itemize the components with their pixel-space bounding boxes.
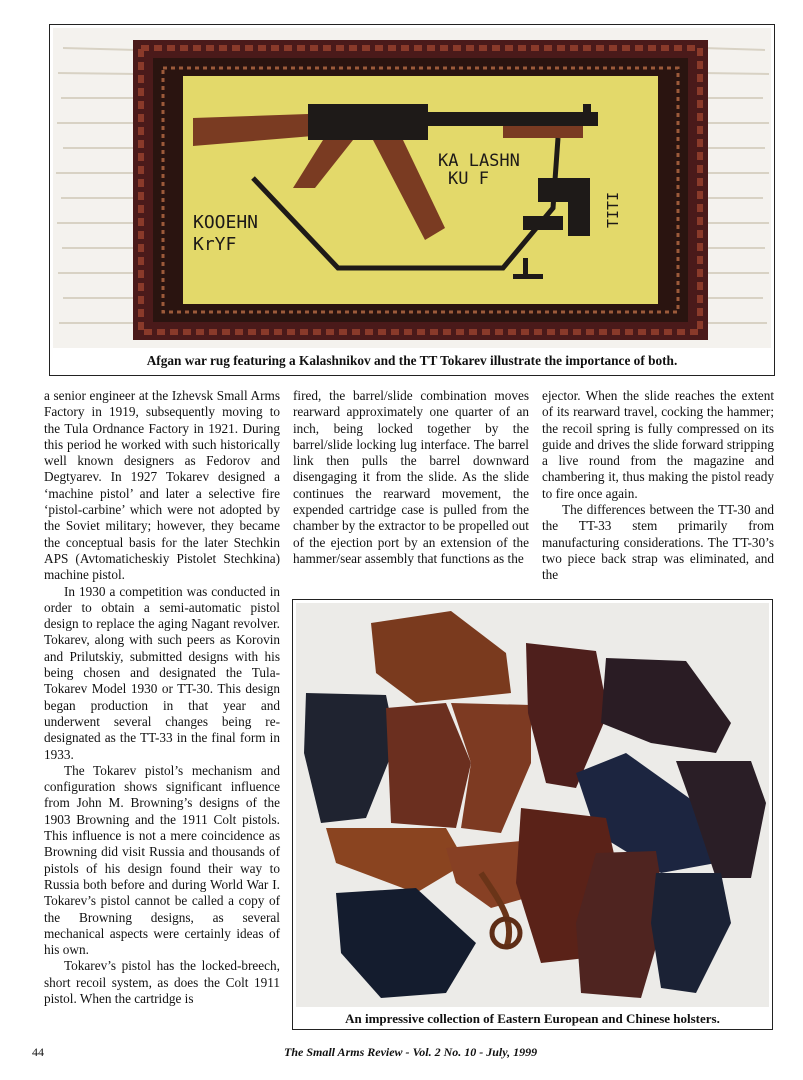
- rug-text-titi: TITI: [604, 191, 622, 228]
- paragraph: a senior engineer at the Izhevsk Small Arms Factory in 1919, subsequently moving to the Tula Ordnance Factory in 1921. During this period he worked with such historically well known designers as Fedorov and Degtyarev. In 1927 Tokarev designed a ‘machine pistol’ and later a selective fire ‘pistol-carbine’ which were not adopted by the Soviet military; however, they became the conceptual basis for the later Stechkin APS (Avtomaticheskiy Pistolet Stechkina) machine pistol.: [44, 388, 280, 583]
- paragraph: ejector. When the slide reaches the extent of its rearward travel, cocking the hammer; the recoil spring is fully compressed on its guide and drives the slide forward stripping a live round from the magazine and chambering it, thus making the pistol ready to fire once again.: [542, 388, 774, 501]
- footer-date: July, 1999: [486, 1045, 538, 1059]
- rug-text-kryf: KrYF: [193, 234, 237, 255]
- paragraph: The differences between the TT-30 and the TT-33 stem primarily from manufacturing considerations. The TT-30’s two piece back strap was eliminated, and the: [542, 502, 774, 583]
- text-column-1: [44, 388, 280, 1007]
- footer-volume: Vol. 2 No. 10 -: [412, 1045, 487, 1059]
- paragraph: In 1930 a competition was conducted in order to obtain a semi-automatic pistol design to replace the aging Nagant revolver. Tokarev, along with such peers as Korovin and Prilutskiy, submitted designs with his being chosen and designated the Tula-Tokarev Model 1930 or TT-30. This design began production in that year and underwent several changes being re-designated as the TT-33 in the final form in 1933.: [44, 583, 280, 762]
- rug-text-kuf: KU F: [448, 169, 489, 189]
- figure-caption-top: Afgan war rug featuring a Kalashnikov and the TT Tokarev illustrate the importance of both.: [146, 353, 678, 368]
- war-rug-photo: [53, 28, 771, 348]
- figure-war-rug: [49, 24, 775, 376]
- rug-text-kalashn: KA LASHN: [438, 151, 520, 171]
- holsters-photo: [296, 603, 769, 1007]
- footer-publication: The Small Arms Review -: [284, 1045, 413, 1059]
- text-column-3: [542, 388, 774, 584]
- paragraph: The Tokarev pistol’s mechanism and configuration shows significant influence from John M. Browning’s designs of the 1903 Browning and the 1911 Colt pistols. This influence is not a mere coincidence as Browning did visit Russia and thousands of pistols of his design found their way to Russia both before and during World War I. Tokarev’s pistol cannot be called a copy of the Browning designs, as several mechanical aspects were certainly ideas of his own.: [44, 762, 280, 958]
- figure-caption-bottom: An impressive collection of Eastern European and Chinese holsters.: [345, 1011, 720, 1026]
- figure-holsters: [292, 599, 773, 1030]
- page-number: 44: [32, 1045, 44, 1059]
- text-column-2: [293, 388, 529, 567]
- running-footer: [284, 1045, 537, 1060]
- rug-text-kooehn: KOOEHN: [193, 212, 259, 233]
- paragraph: Tokarev’s pistol has the locked-breech, short recoil system, as does the Colt 1911 pistol. When the cartridge is: [44, 958, 280, 1006]
- paragraph: fired, the barrel/slide combination moves rearward approximately one quarter of an inch, being locked together by the barrel/slide locking lug interface. The barrel link then pulls the barrel downward disengaging it from the slide. As the slide continues the rearward movement, the expended cartridge case is pulled from the chamber by the extractor to be propelled out of the ejection port by an extension of the hammer/sear assembly that functions as the: [293, 388, 529, 566]
